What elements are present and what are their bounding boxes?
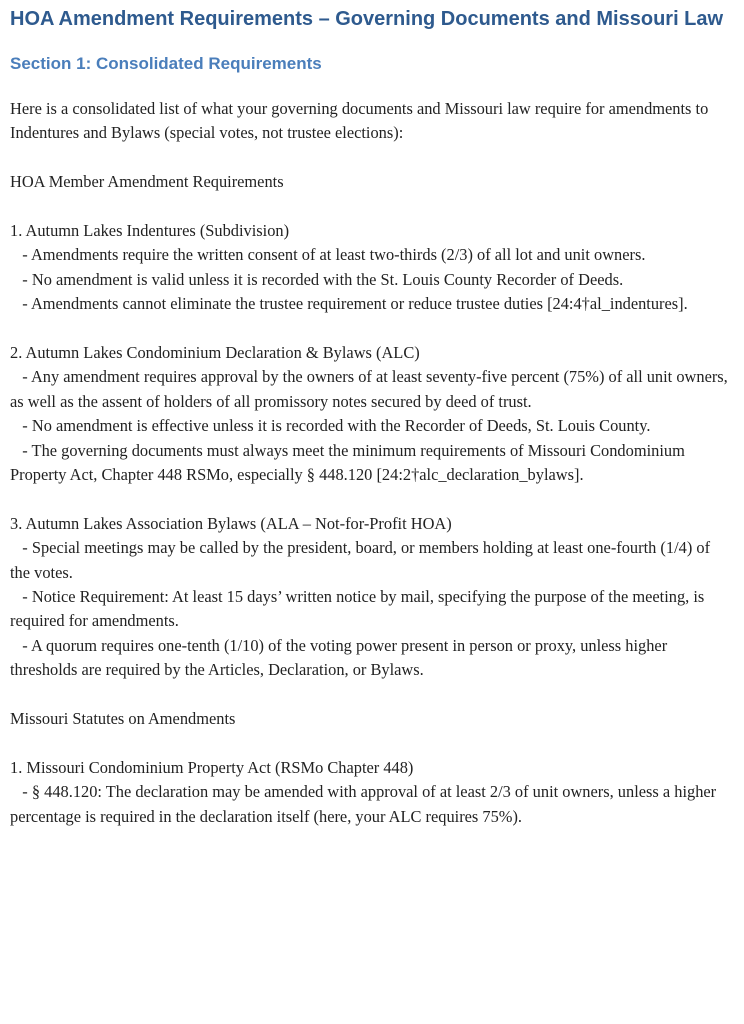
list-item-association-bylaws [10,512,730,683]
spacer [10,195,730,219]
list-item-point: - The governing documents must always meet the minimum requirements of Missouri Condominium Property Act, Chapter 448 RSMo, especially § 448.120 [24:2†alc_declaration_bylaws]. [10,440,689,485]
list-item-heading: 2. Autumn Lakes Condominium Declaration & Bylaws (ALC) [10,343,420,363]
spacer [10,146,730,170]
list-item-condominium [10,341,730,487]
document-title: HOA Amendment Requirements – Governing Documents and Missouri Law [10,8,724,30]
spacer [10,487,730,511]
spacer [10,683,730,707]
list-item-heading: 1. Autumn Lakes Indentures (Subdivision) [10,221,290,240]
list-item-point: - No amendment is effective unless it is recorded with the Recorder of Deeds, St. Louis County. [22,416,651,436]
list-item-heading: 1. Missouri Condominium Property Act (RSMo Chapter 448) [10,757,414,777]
document-page [10,4,730,829]
list-item-point: - No amendment is valid unless it is recorded with the St. Louis County Recorder of Deeds. [22,269,624,289]
list-item-point: - Any amendment requires approval by the owners of at least seventy-five percent (75%) of all unit owners, as well as the assent of holders of all promissory notes secured by deed of trust. [10,367,732,411]
list-item-point: - Amendments require the written consent of at least two-thirds (2/3) of all lot and unit owners. [22,245,646,265]
list-item-heading: 3. Autumn Lakes Association Bylaws (ALA – Not-for-Profit HOA) [10,513,452,533]
section-heading: Section 1: Consolidated Requirements [10,54,322,73]
list-item-point: - Special meetings may be called by the president, board, or members holding at least one-fourth (1/4) of the votes. [10,538,715,582]
list-item-point: - Notice Requirement: At least 15 days’ written notice by mail, specifying the purpose of the meeting, is required for amendments. [10,587,709,631]
list-item-indentures [10,219,730,317]
statutes-heading: Missouri Statutes on Amendments [10,709,236,729]
spacer [10,731,730,755]
document-body [10,97,730,829]
list-item-point: - A quorum requires one-tenth (1/10) of the voting power present in person or proxy, unless higher thresholds are required by the Articles, Declaration, or Bylaws. [10,635,672,680]
list-item-point: - § 448.120: The declaration may be amended with approval of at least 2/3 of unit owners, unless a higher percentage is required in the declaration itself (here, your ALC requires 75%). [10,782,721,826]
list-item-statute-448 [10,756,730,829]
list-item-point: - Amendments cannot eliminate the trustee requirement or reduce trustee duties [24:4†al_indentures]. [22,294,688,314]
intro-paragraph: Here is a consolidated list of what your governing documents and Missouri law require for amendments to Indentures and Bylaws (special votes, not trustee elections): [10,99,709,143]
spacer [10,317,730,341]
member-requirements-heading: HOA Member Amendment Requirements [10,172,284,192]
